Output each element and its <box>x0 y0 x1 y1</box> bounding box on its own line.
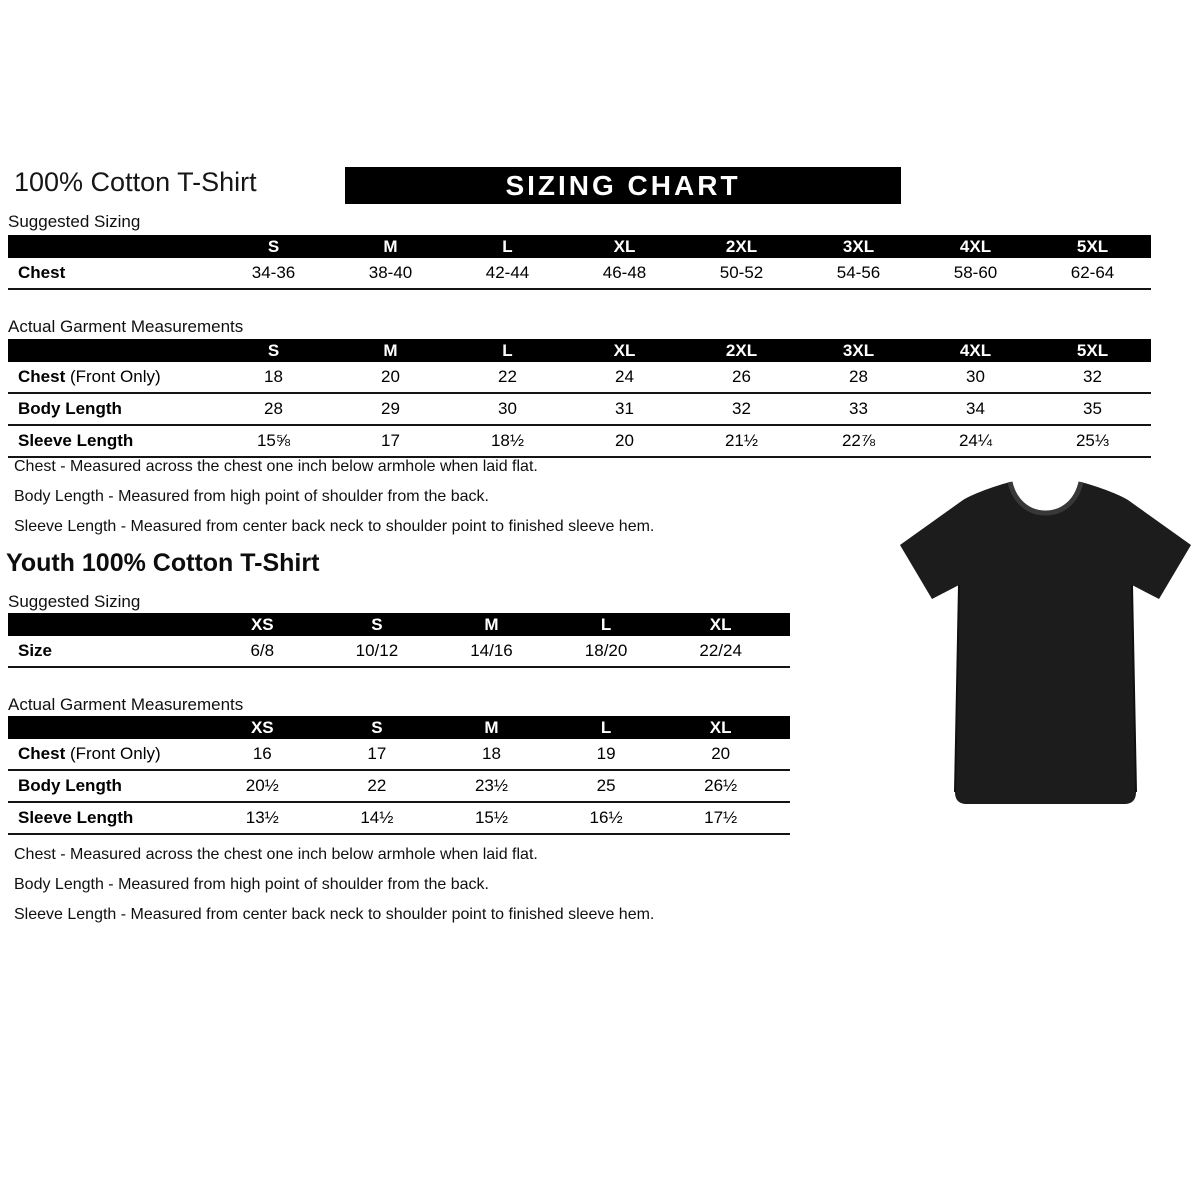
size-col-header: M <box>484 614 499 634</box>
cell: 31 <box>615 399 634 418</box>
table-row <box>8 771 790 803</box>
table-header-row <box>8 716 790 739</box>
cell: 18 <box>264 367 283 386</box>
cell: 24¼ <box>958 431 993 450</box>
cell: 54-56 <box>836 263 881 282</box>
row-label: Sleeve Length <box>18 431 134 450</box>
cell: 20 <box>615 431 634 450</box>
table-row <box>8 803 790 835</box>
adult-notes <box>14 452 654 542</box>
cell: 18/20 <box>584 641 628 660</box>
table-header-row <box>8 339 1151 362</box>
size-col-header: M <box>383 236 398 256</box>
cell: 18½ <box>490 431 525 450</box>
cell: 34-36 <box>251 263 296 282</box>
youth-suggested-table <box>8 613 790 668</box>
size-col-header: 5XL <box>1076 236 1109 256</box>
size-col-header: XL <box>709 717 732 737</box>
youth-notes <box>14 840 654 930</box>
size-col-header: S <box>371 614 383 634</box>
cell: 22⅞ <box>841 431 876 450</box>
size-col-header: XL <box>709 614 732 634</box>
youth-actual-table <box>8 716 790 835</box>
cell: 10/12 <box>355 641 399 660</box>
adult-title: 100% Cotton T-Shirt <box>14 167 257 197</box>
sizing-chart-banner <box>345 167 901 204</box>
size-col-header: XS <box>250 614 274 634</box>
cell: 25 <box>596 776 616 795</box>
size-col-header: 3XL <box>842 236 875 256</box>
size-col-header: 2XL <box>725 236 758 256</box>
row-label: Chest (Front Only) <box>18 367 161 386</box>
cell: 30 <box>498 399 517 418</box>
note-chest: Chest - Measured across the chest one inch below armhole when laid flat. <box>14 846 538 863</box>
sizing-chart-banner-label: SIZING CHART <box>505 169 741 201</box>
size-col-header: 5XL <box>1076 340 1109 360</box>
cell: 50-52 <box>719 263 764 282</box>
cell: 17½ <box>704 808 738 827</box>
note-chest: Chest - Measured across the chest one inch below armhole when laid flat. <box>14 458 538 475</box>
cell: 15½ <box>474 808 509 827</box>
cell: 42-44 <box>485 263 530 282</box>
table-row <box>8 362 1151 394</box>
adult-actual-table <box>8 339 1151 458</box>
cell: 24 <box>615 367 634 386</box>
size-col-header: XL <box>613 236 636 256</box>
size-col-header: S <box>267 340 280 360</box>
cell: 14½ <box>360 808 394 827</box>
cell: 16½ <box>589 808 623 827</box>
size-col-header: L <box>502 236 513 256</box>
table-row <box>8 636 790 668</box>
tshirt-graphic <box>893 468 1198 813</box>
cell: 19 <box>596 744 616 763</box>
size-col-header: 3XL <box>842 340 875 360</box>
row-label: Body Length <box>18 399 122 418</box>
cell: 21½ <box>724 431 759 450</box>
youth-actual-heading: Actual Garment Measurements <box>8 695 244 714</box>
cell: 17 <box>381 431 400 450</box>
table-header-row <box>8 613 790 636</box>
size-col-header: L <box>502 340 513 360</box>
cell: 17 <box>367 744 387 763</box>
table-row <box>8 739 790 771</box>
size-col-header: XS <box>250 717 274 737</box>
cell: 18 <box>482 744 501 763</box>
cell: 13½ <box>245 808 279 827</box>
cell: 62-64 <box>1070 263 1115 282</box>
cell: 20 <box>381 367 400 386</box>
cell: 38-40 <box>368 263 413 282</box>
cell: 28 <box>849 367 868 386</box>
cell: 34 <box>966 399 985 418</box>
cell: 16 <box>252 744 272 763</box>
size-col-header: XL <box>613 340 636 360</box>
cell: 58-60 <box>953 263 998 282</box>
row-label: Chest <box>18 263 66 282</box>
cell: 29 <box>381 399 400 418</box>
table-row <box>8 394 1151 426</box>
cell: 23½ <box>474 776 509 795</box>
table-row <box>8 258 1151 290</box>
size-col-header: L <box>600 717 612 737</box>
size-col-header: L <box>600 614 612 634</box>
cell: 14/16 <box>470 641 513 660</box>
adult-suggested-heading: Suggested Sizing <box>8 212 141 231</box>
youth-suggested-heading: Suggested Sizing <box>8 592 141 611</box>
cell: 33 <box>849 399 868 418</box>
size-col-header: 2XL <box>725 340 758 360</box>
cell: 46-48 <box>602 263 647 282</box>
size-col-header: 4XL <box>959 340 992 360</box>
cell: 22/24 <box>699 641 742 660</box>
cell: 28 <box>264 399 283 418</box>
cell: 20 <box>711 744 731 763</box>
row-label: Body Length <box>18 776 122 795</box>
adult-actual-heading: Actual Garment Measurements <box>8 317 244 336</box>
cell: 32 <box>1083 367 1102 386</box>
note-body-length: Body Length - Measured from high point of shoulder from the back. <box>14 876 489 893</box>
cell: 30 <box>966 367 985 386</box>
row-label: Sleeve Length <box>18 808 134 827</box>
cell: 35 <box>1083 399 1102 418</box>
size-col-header: M <box>383 340 398 360</box>
size-col-header: 4XL <box>959 236 992 256</box>
size-col-header: S <box>371 717 383 737</box>
cell: 22 <box>367 776 387 795</box>
note-body-length: Body Length - Measured from high point of shoulder from the back. <box>14 488 489 505</box>
note-sleeve-length: Sleeve Length - Measured from center back neck to shoulder point to finished sleeve hem. <box>14 518 655 535</box>
row-label: Size <box>18 641 53 660</box>
cell: 22 <box>498 367 517 386</box>
cell: 20½ <box>245 776 279 795</box>
size-col-header: S <box>267 236 280 256</box>
note-sleeve-length: Sleeve Length - Measured from center back neck to shoulder point to finished sleeve hem. <box>14 906 655 923</box>
size-col-header: M <box>484 717 499 737</box>
tshirt-image <box>893 468 1198 818</box>
adult-suggested-table <box>8 235 1151 290</box>
cell: 6/8 <box>250 641 275 660</box>
cell: 25⅓ <box>1075 431 1110 450</box>
cell: 26½ <box>704 776 738 795</box>
cell: 15⅝ <box>256 431 291 450</box>
table-header-row <box>8 235 1151 258</box>
cell: 32 <box>732 399 751 418</box>
cell: 26 <box>732 367 751 386</box>
row-label: Chest (Front Only) <box>18 744 161 763</box>
youth-title: Youth 100% Cotton T-Shirt <box>6 549 320 577</box>
